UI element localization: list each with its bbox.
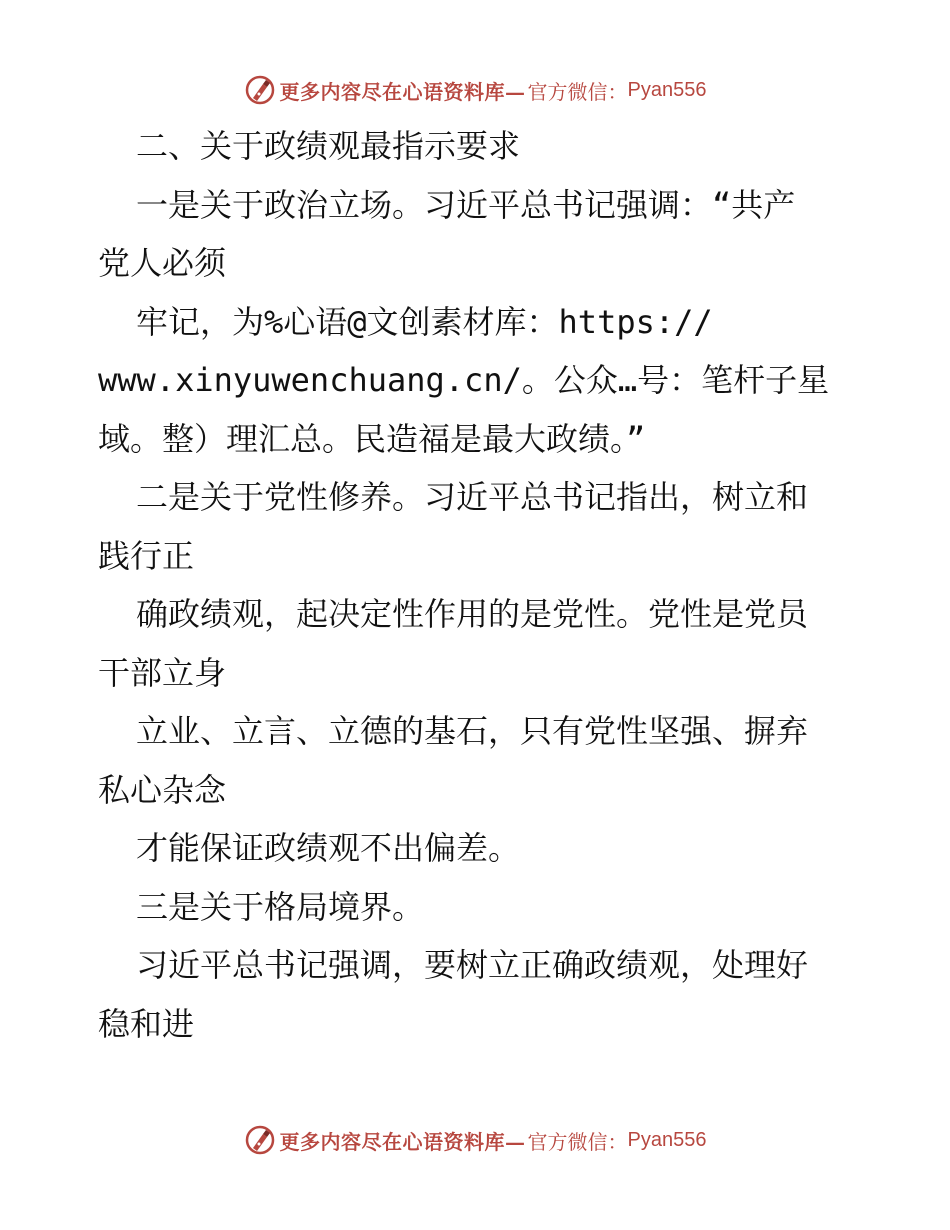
- paragraph-line: 二是关于党性修养。习近平总书记指出，树立和: [136, 478, 809, 516]
- paragraph-line: 二、关于政绩观最指示要求: [136, 127, 521, 165]
- paragraph-line: 牢记，为%心语@文创素材库：https://: [136, 302, 713, 341]
- footer-wechat-label: 官方微信：: [527, 1129, 628, 1154]
- paragraph-line: 践行正: [98, 536, 195, 575]
- footer-wechat-id: Pyan556: [627, 1128, 707, 1151]
- paragraph-line: 域。整）理汇总。民造福是最大政绩。”: [98, 419, 646, 458]
- pen-nib-logo-icon: [244, 1124, 276, 1156]
- header-wechat-label: 官方微信：: [527, 79, 628, 104]
- document-body: [98, 117, 858, 1053]
- footer-banner: [0, 1120, 950, 1160]
- paragraph-line: 确政绩观，起决定性作用的是党性。党性是党员: [136, 595, 809, 633]
- paragraph-line: 才能保证政绩观不出偏差。: [136, 829, 521, 867]
- paragraph-line: 党人必须: [98, 244, 227, 282]
- paragraph-line: 三是关于格局境界。: [136, 887, 425, 926]
- header-wechat-id: Pyan556: [627, 78, 707, 101]
- paragraph-line: 私心杂念: [98, 770, 227, 809]
- pen-nib-logo-icon: [244, 74, 276, 106]
- header-banner-text: 更多内容尽在心语资料库—: [279, 79, 526, 104]
- paragraph-line: www.xinyuwenchuang.cn/。公众…号：笔杆子星: [98, 361, 830, 399]
- paragraph-line: 立业、立言、立德的基石，只有党性坚强、摒弃: [136, 712, 809, 750]
- paragraph-line: 一是关于政治立场。习近平总书记强调：“共产: [136, 185, 796, 224]
- header-banner: [0, 70, 950, 110]
- footer-banner-text: 更多内容尽在心语资料库—: [279, 1129, 526, 1154]
- paragraph-line: 稳和进: [98, 1004, 195, 1043]
- paragraph-line: 习近平总书记强调，要树立正确政绩观，处理好: [136, 946, 809, 984]
- paragraph-line: 干部立身: [98, 653, 227, 692]
